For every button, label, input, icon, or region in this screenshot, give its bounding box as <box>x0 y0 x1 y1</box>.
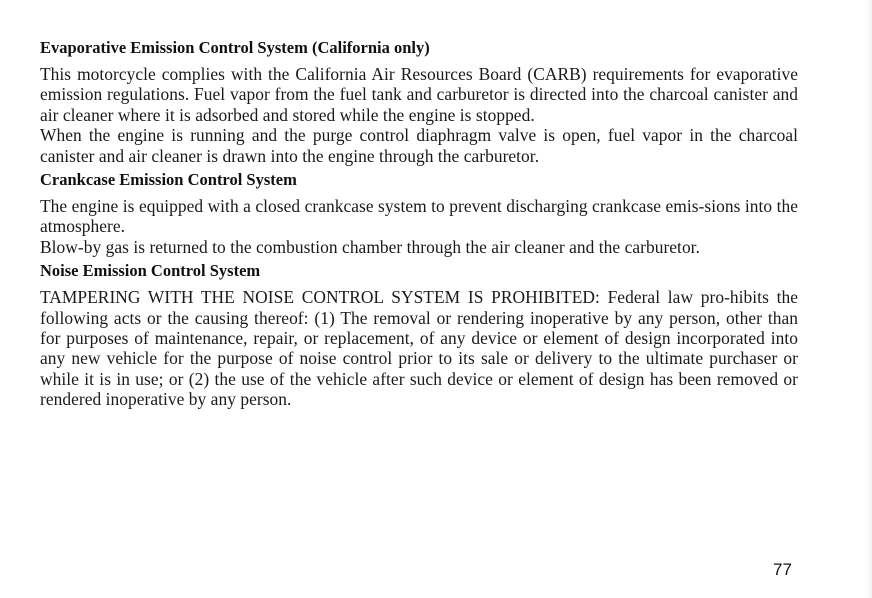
section-evaporative-emission <box>40 38 798 166</box>
section-noise-emission <box>40 261 798 409</box>
section-paragraph: When the engine is running and the purge control diaphragm valve is open, fuel vapor in the charcoal canister and air cleaner is drawn into the engine through the carburetor. <box>40 125 798 166</box>
section-paragraph: The engine is equipped with a closed crankcase system to prevent discharging crankcase emis-sions into the atmosphere. <box>40 196 798 237</box>
section-paragraph: TAMPERING WITH THE NOISE CONTROL SYSTEM IS PROHIBITED: Federal law pro-hibits the following acts or the causing thereof: (1) The removal or rendering inoperative by any person, other than for purposes of maintenance, repair, or replacement, of any device or element of design incorporated into any new vehicle for the purpose of noise control prior to its sale or delivery to the ultimate purchaser or while it is in use; or (2) the use of the vehicle after such device or element of design has been removed or rendered inoperative by any person. <box>40 287 798 410</box>
section-paragraph: Blow-by gas is returned to the combustion chamber through the air cleaner and the carburetor. <box>40 236 700 257</box>
section-crankcase-emission <box>40 170 798 257</box>
section-paragraph: This motorcycle complies with the California Air Resources Board (CARB) requirements for evaporative emission regulations. Fuel vapor from the fuel tank and carburetor is directed into the charcoal canister and air cleaner where it is adsorbed and stored while the engine is stopped. <box>40 64 798 125</box>
section-heading: Noise Emission Control System <box>40 261 261 281</box>
page-number: 77 <box>773 560 792 579</box>
section-heading: Crankcase Emission Control System <box>40 170 297 190</box>
manual-page-body <box>40 38 798 410</box>
page-binding-edge <box>866 0 872 598</box>
section-heading: Evaporative Emission Control System (California only) <box>40 38 430 57</box>
